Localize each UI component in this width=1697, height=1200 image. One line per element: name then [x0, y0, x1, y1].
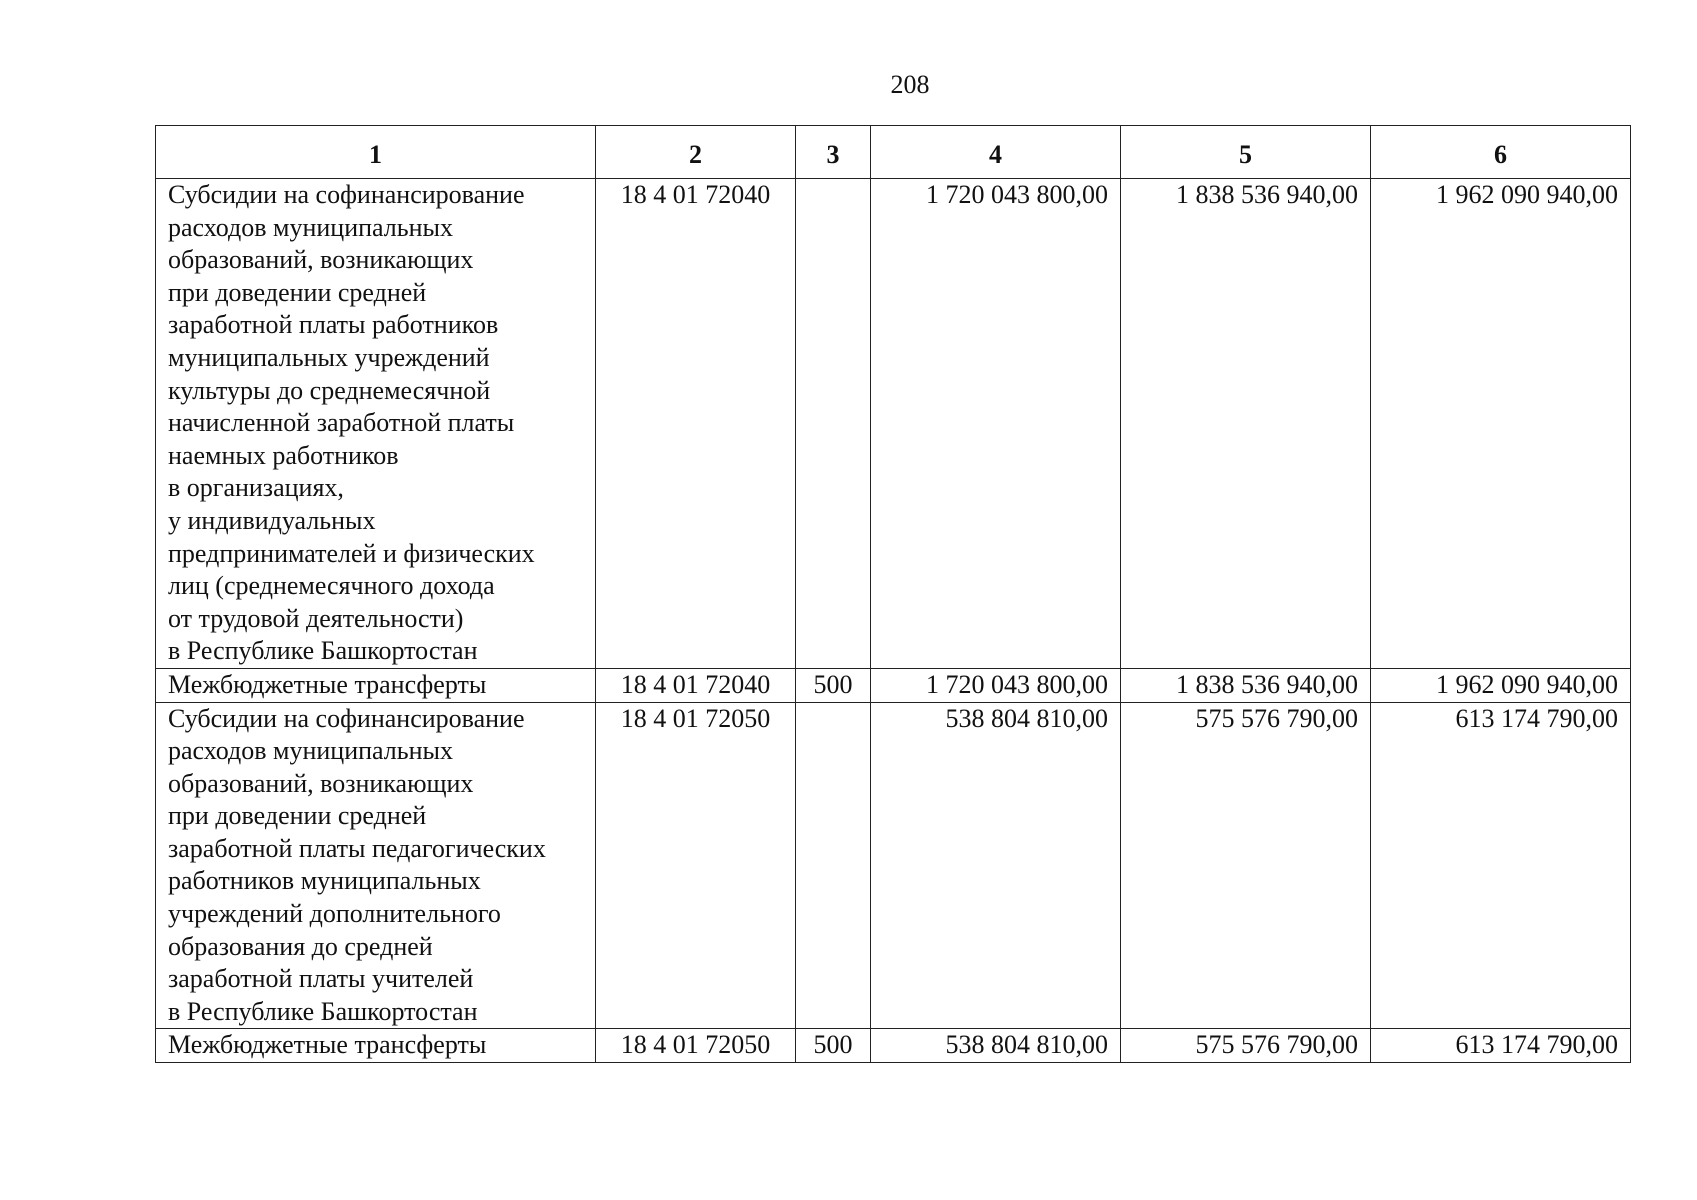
- expense-name-line: заработной платы педагогических: [168, 833, 546, 863]
- expense-name-cell: [156, 1029, 596, 1063]
- expense-name-line: расходов муниципальных: [168, 736, 454, 766]
- budget-table: [155, 125, 1631, 1063]
- amount-col5-cell: 575 576 790,00: [1121, 1029, 1371, 1063]
- expense-name-cell: [156, 702, 596, 1029]
- expense-name-line: образований, возникающих: [168, 245, 474, 275]
- amount-col4-cell: 538 804 810,00: [871, 702, 1121, 1029]
- expense-name-line: при доведении средней: [168, 277, 427, 307]
- header-cell-5: 5: [1121, 126, 1371, 179]
- expense-name-line: расходов муниципальных: [168, 212, 454, 242]
- expense-name-line: заработной платы работников: [168, 310, 499, 340]
- table-row: [156, 1029, 1631, 1063]
- expense-name-line: от трудовой деятельности): [168, 603, 464, 633]
- amount-col6-cell: 613 174 790,00: [1371, 702, 1631, 1029]
- expense-name-line: в Республике Башкортостан: [168, 636, 478, 666]
- amount-col6-cell: 1 962 090 940,00: [1371, 668, 1631, 702]
- expense-kind-cell: 500: [796, 668, 871, 702]
- target-code-cell: 18 4 01 72040: [596, 668, 796, 702]
- expense-name-line: муниципальных учреждений: [168, 342, 490, 372]
- amount-col6-cell: 613 174 790,00: [1371, 1029, 1631, 1063]
- header-cell-3: 3: [796, 126, 871, 179]
- amount-col4-cell: 1 720 043 800,00: [871, 179, 1121, 669]
- header-cell-2: 2: [596, 126, 796, 179]
- target-code-cell: 18 4 01 72050: [596, 702, 796, 1029]
- expense-kind-cell: 500: [796, 1029, 871, 1063]
- expense-name-line: начисленной заработной платы: [168, 408, 515, 438]
- expense-name-line: Межбюджетные трансферты: [168, 669, 487, 699]
- expense-name-cell: [156, 668, 596, 702]
- page-number: 208: [890, 70, 930, 99]
- header-cell-4: 4: [871, 126, 1121, 179]
- expense-name-line: наемных работников: [168, 440, 399, 470]
- expense-name-line: образований, возникающих: [168, 768, 474, 798]
- expense-kind-cell: [796, 179, 871, 669]
- expense-name-cell: [156, 179, 596, 669]
- amount-col5-cell: 575 576 790,00: [1121, 702, 1371, 1029]
- expense-name-line: у индивидуальных: [168, 505, 376, 535]
- target-code-cell: 18 4 01 72040: [596, 179, 796, 669]
- amount-col4-cell: 1 720 043 800,00: [871, 668, 1121, 702]
- expense-name-line: в организациях,: [168, 473, 344, 503]
- expense-name-line: предпринимателей и физических: [168, 538, 535, 568]
- expense-name-line: Межбюджетные трансферты: [168, 1030, 487, 1060]
- expense-name-line: заработной платы учителей: [168, 964, 474, 994]
- amount-col5-cell: 1 838 536 940,00: [1121, 668, 1371, 702]
- expense-name-line: при доведении средней: [168, 801, 427, 831]
- header-cell-1: 1: [156, 126, 596, 179]
- expense-name-line: Субсидии на софинансирование: [168, 180, 525, 209]
- header-cell-6: 6: [1371, 126, 1631, 179]
- expense-name-line: культуры до среднемесячной: [168, 375, 491, 405]
- expense-name-line: образования до средней: [168, 931, 433, 961]
- expense-kind-cell: [796, 702, 871, 1029]
- expense-name-line: в Республике Башкортостан: [168, 996, 478, 1026]
- amount-col5-cell: 1 838 536 940,00: [1121, 179, 1371, 669]
- expense-name-line: Субсидии на софинансирование: [168, 703, 525, 733]
- table-row: [156, 179, 1631, 669]
- expense-name-line: лиц (среднемесячного дохода: [168, 571, 495, 601]
- header-row: [156, 126, 1631, 179]
- table-row: [156, 668, 1631, 702]
- expense-name-line: учреждений дополнительного: [168, 899, 501, 929]
- amount-col6-cell: 1 962 090 940,00: [1371, 179, 1631, 669]
- table-row: [156, 702, 1631, 1029]
- target-code-cell: 18 4 01 72050: [596, 1029, 796, 1063]
- amount-col4-cell: 538 804 810,00: [871, 1029, 1121, 1063]
- expense-name-line: работников муниципальных: [168, 866, 481, 896]
